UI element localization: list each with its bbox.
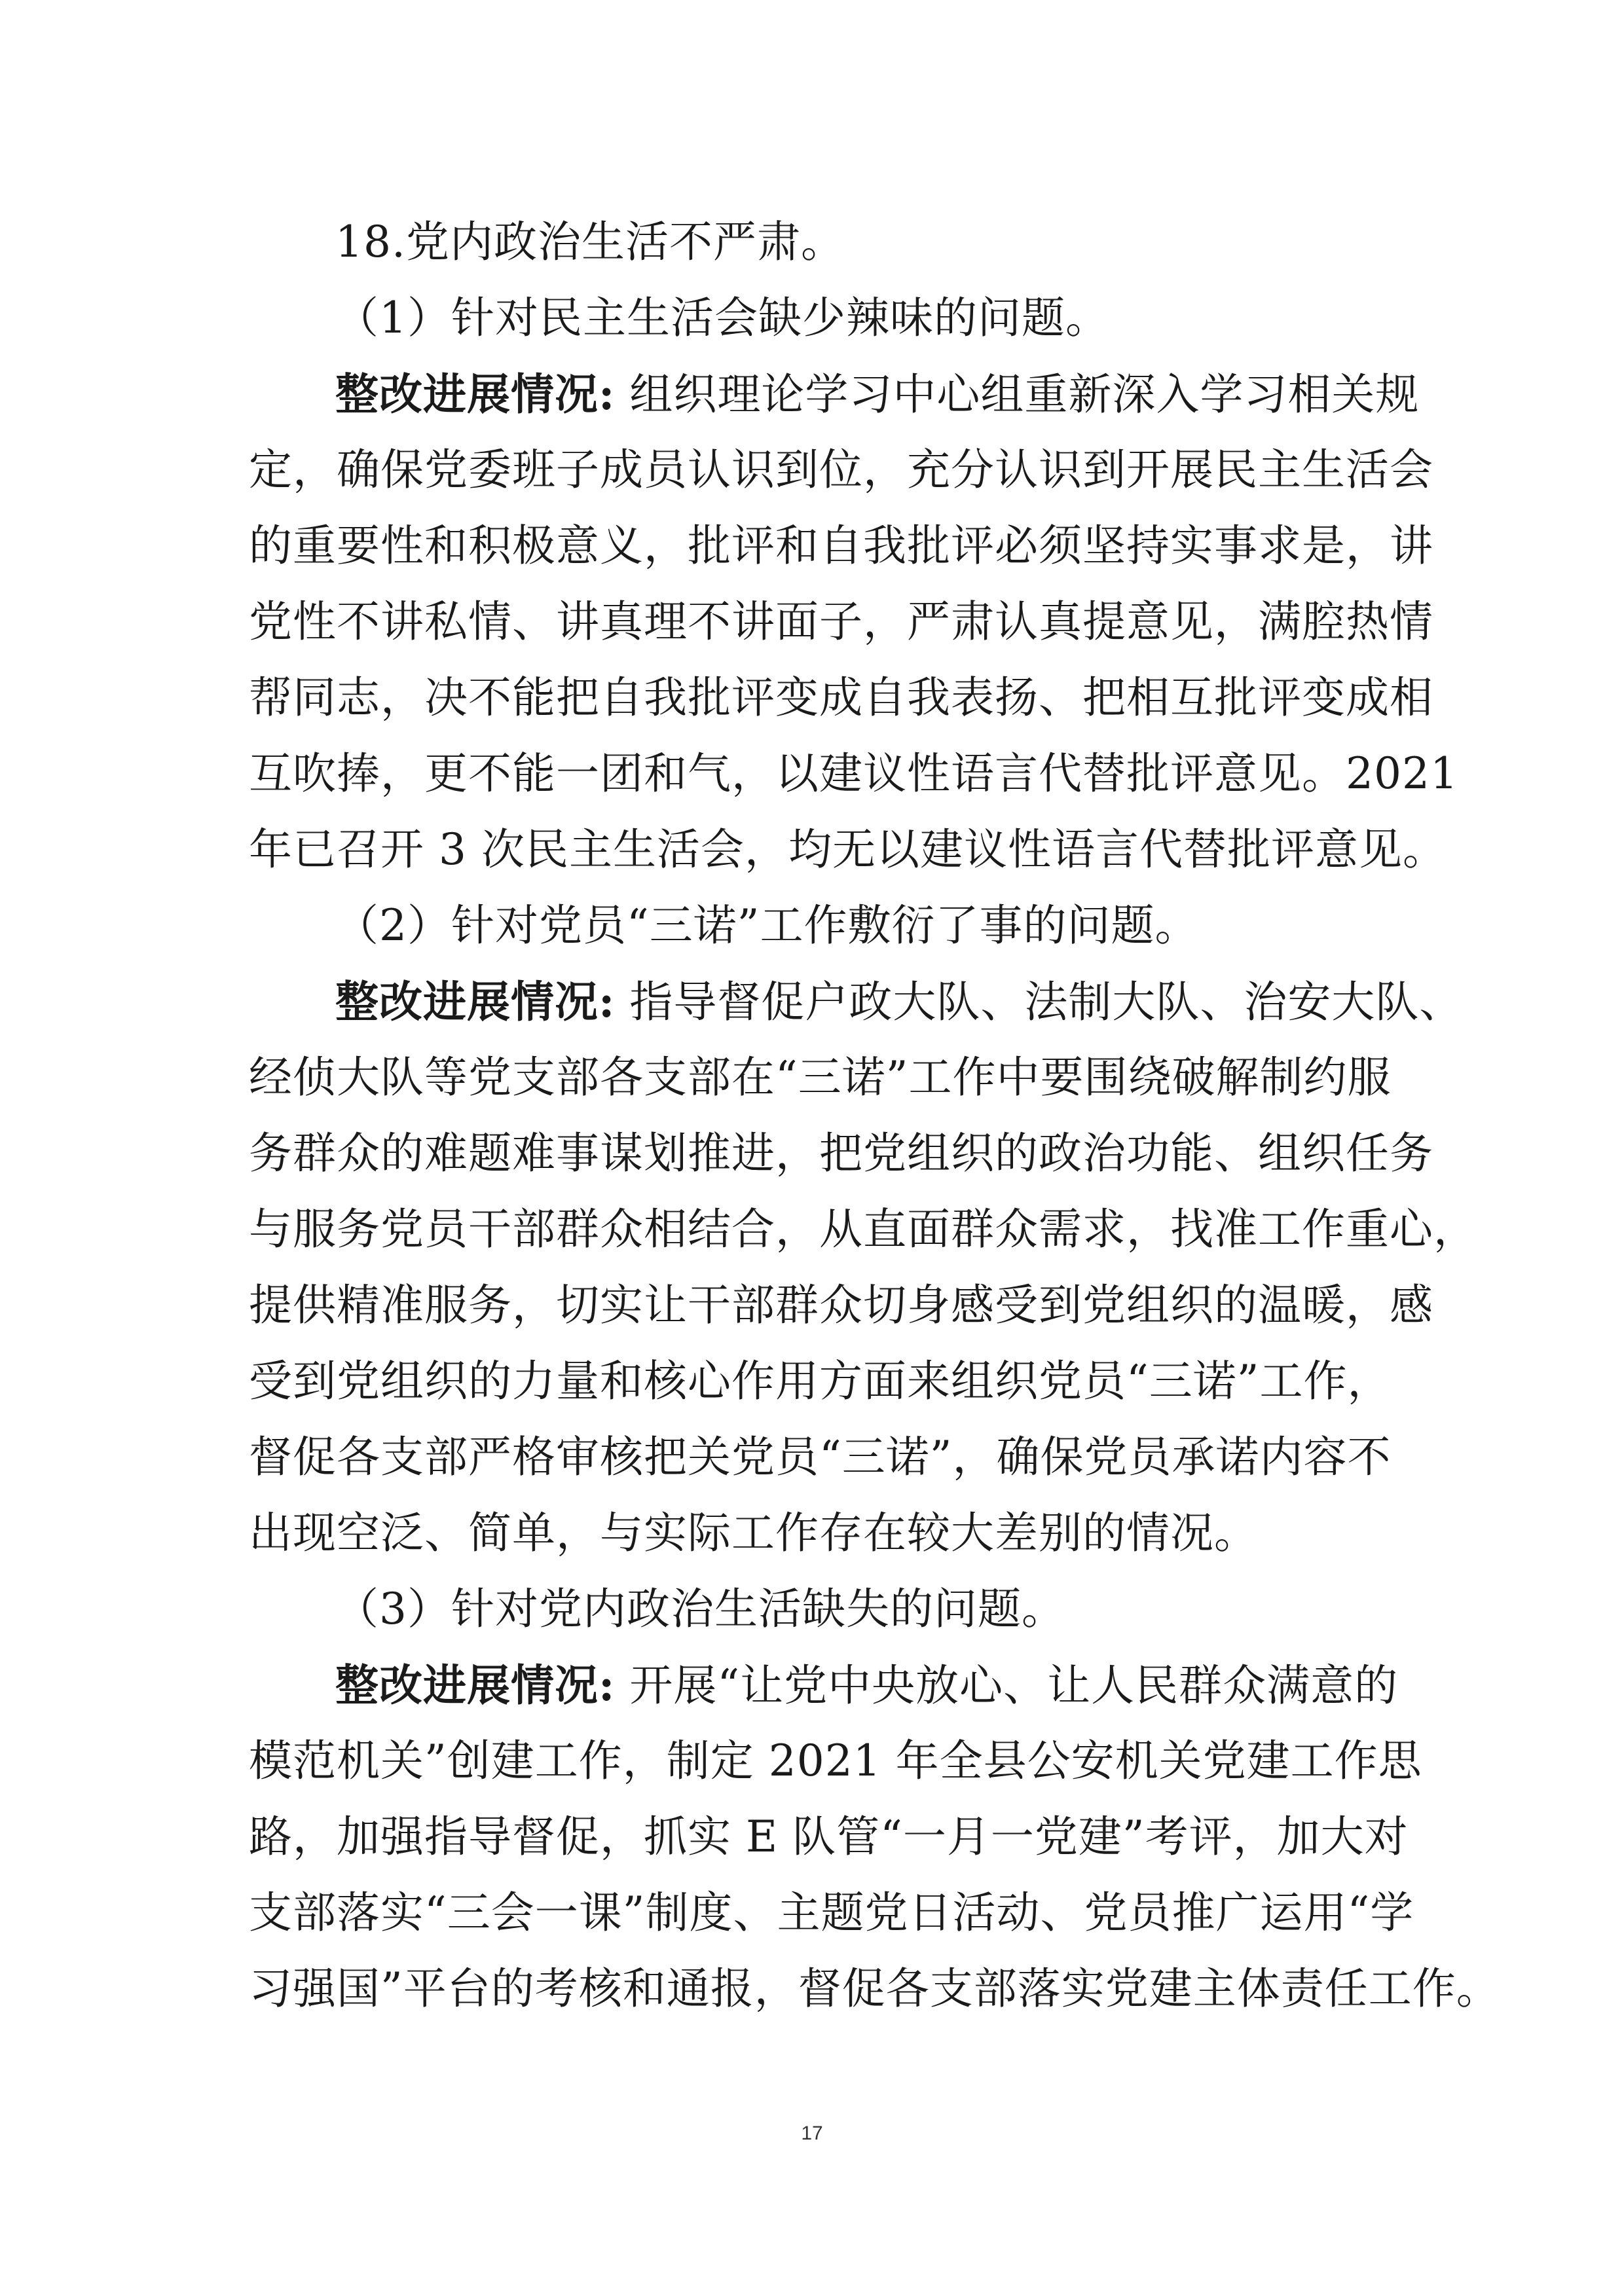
- page-number: 17: [801, 2123, 823, 2144]
- section-heading: 18.党内政治生活不严肃。: [335, 217, 845, 267]
- paragraph-line: 与服务党员干部群众相结合，从直面群众需求，找准工作重心，: [249, 1204, 1477, 1254]
- paragraph-line: 党性不讲私情、讲真理不讲面子，严肃认真提意见，满腔热情: [249, 596, 1433, 647]
- paragraph-line: 支部落实“三会一课”制度、主题党日活动、党员推广运用“学: [249, 1887, 1414, 1938]
- paragraph-line: 经侦大队等党支部各支部在“三诺”工作中要围绕破解制约服: [249, 1052, 1392, 1102]
- paragraph-line: 互吹捧，更不能一团和气，以建议性语言代替批评意见。2021: [249, 748, 1458, 799]
- progress-paragraph-1-first-line: [249, 356, 1420, 432]
- progress-paragraph-3-first-line: [249, 1647, 1408, 1723]
- progress-label-2: 整改进展情况:: [335, 976, 616, 1027]
- paragraph-line: 帮同志，决不能把自我批评变成自我表扬、把相互批评变成相: [249, 672, 1433, 723]
- paragraph-line: 督促各支部严格审核把关党员“三诺”，确保党员承诺内容不: [249, 1432, 1392, 1482]
- progress-paragraph-2-first-line: [249, 964, 1464, 1040]
- subheading-1: （1）针对民主生活会缺少辣味的问题。: [335, 293, 1109, 343]
- subheading-3: （3）针对党内政治生活缺失的问题。: [335, 1584, 1065, 1634]
- progress-text-1-start: 组织理论学习中心组重新深入学习相关规: [615, 369, 1420, 420]
- progress-text-3-start: 开展“让党中央放心、让人民群众满意的: [615, 1660, 1399, 1711]
- subheading-2: （2）针对党员“三诺”工作敷衍了事的问题。: [335, 900, 1199, 951]
- paragraph-line: 年已召开 3 次民主生活会，均无以建议性语言代替批评意见。: [249, 824, 1447, 875]
- paragraph-line: 定，确保党委班子成员认识到位，充分认识到开展民主生活会: [249, 445, 1433, 495]
- paragraph-line: 习强国”平台的考核和通报，督促各支部落实党建主体责任工作。: [249, 1963, 1500, 2014]
- paragraph-line: 受到党组织的力量和核心作用方面来组织党员“三诺”工作，: [249, 1356, 1392, 1406]
- paragraph-line: 提供精准服务，切实让干部群众切身感受到党组织的温暖，感: [249, 1280, 1433, 1330]
- document-body: [249, 204, 1500, 2027]
- paragraph-line: 务群众的难题难事谋划推进，把党组织的政治功能、组织任务: [249, 1128, 1433, 1178]
- paragraph-line: 出现空泛、简单，与实际工作存在较大差别的情况。: [249, 1508, 1258, 1558]
- paragraph-line: 的重要性和积极意义，批评和自我批评必须坚持实事求是，讲: [249, 520, 1433, 571]
- progress-text-2-start: 指导督促户政大队、法制大队、治安大队、: [615, 977, 1464, 1027]
- progress-label-1: 整改进展情况:: [335, 369, 616, 420]
- paragraph-line: 模范机关”创建工作，制定 2021 年全县公安机关党建工作思: [249, 1736, 1422, 1786]
- paragraph-line: 路，加强指导督促，抓实 E 队管“一月一党建”考评，加大对: [249, 1812, 1409, 1862]
- progress-label-3: 整改进展情况:: [335, 1660, 616, 1711]
